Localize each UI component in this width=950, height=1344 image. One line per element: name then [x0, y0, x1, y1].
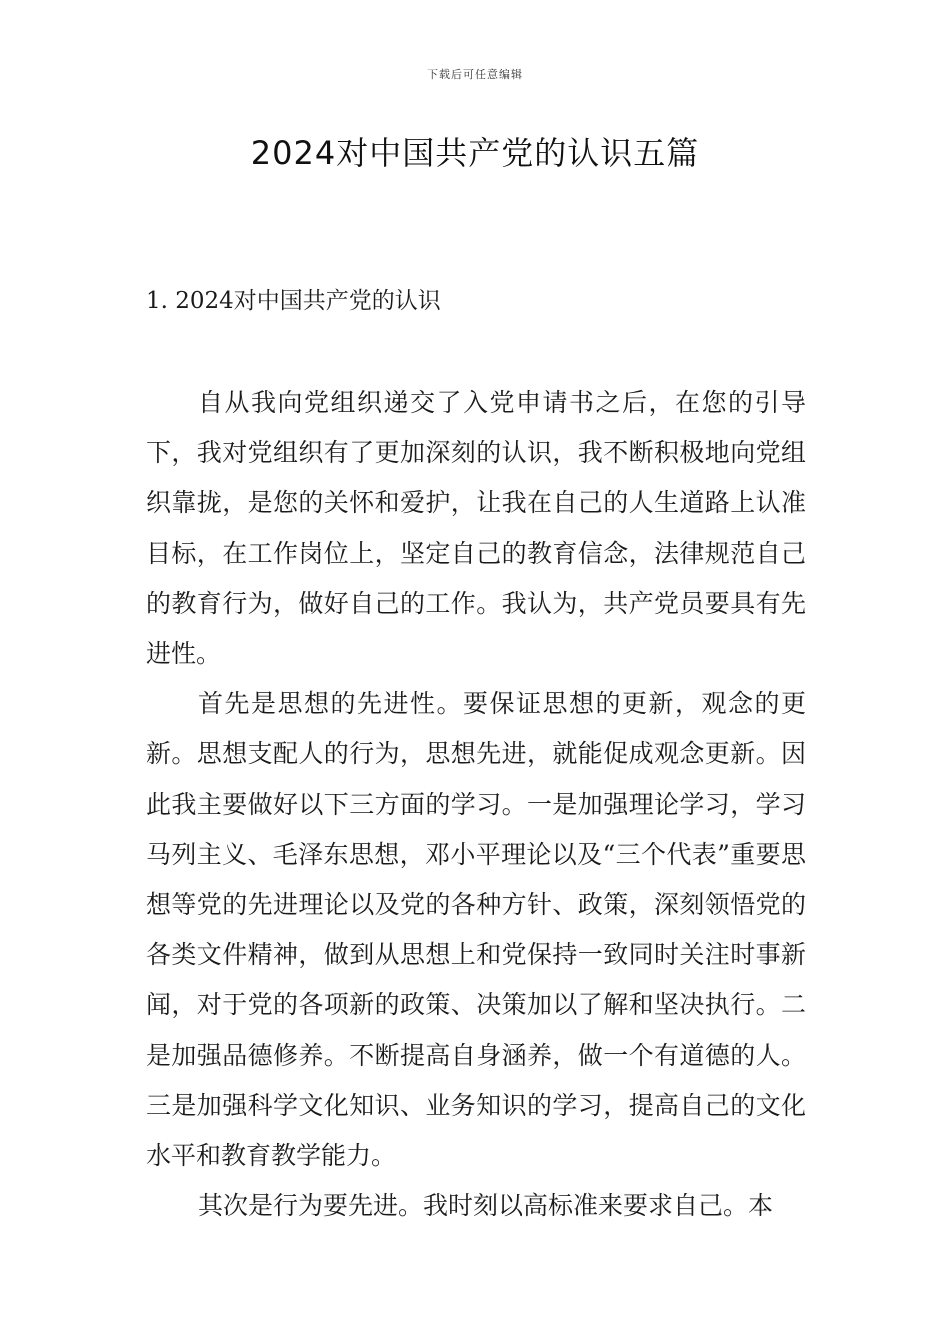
paragraph: 其次是行为要先进。我时刻以高标准来要求自己。本 [198, 1191, 774, 1221]
document-body [146, 378, 806, 1231]
paragraph: 首先是思想的先进性。要保证思想的更新，观念的更新。思想支配人的行为，思想先进，就能促成观念更新。因此我主要做好以下三方面的学习。一是加强理论学习，学习马列主义、毛泽东思想，邓小平理论以及“三个代表”重要思想等党的先进理论以及党的各种方针、政策，深刻领悟党的各类文件精神，做到从思想上和党保持一致同时关注时事新闻，对于党的各项新的政策、决策加以了解和坚决执行。二是加强品德修养。不断提高自身涵养，做一个有道德的人。三是加强科学文化知识、业务知识的学习，提高自己的文化水平和教育教学能力。 [146, 689, 806, 1171]
section-heading: 1. 2024对中国共产党的认识 [146, 288, 441, 314]
document-title: 2024对中国共产党的认识五篇 [250, 134, 700, 172]
paragraph: 自从我向党组织递交了入党申请书之后，在您的引导下，我对党组织有了更加深刻的认识，我不断积极地向党组织靠拢，是您的关怀和爱护，让我在自己的人生道路上认准目标，在工作岗位上，坚定自己的教育信念，法律规范自己的教育行为，做好自己的工作。我认为，共产党员要具有先进性。 [146, 388, 806, 669]
header-note: 下载后可任意编辑 [427, 68, 523, 81]
